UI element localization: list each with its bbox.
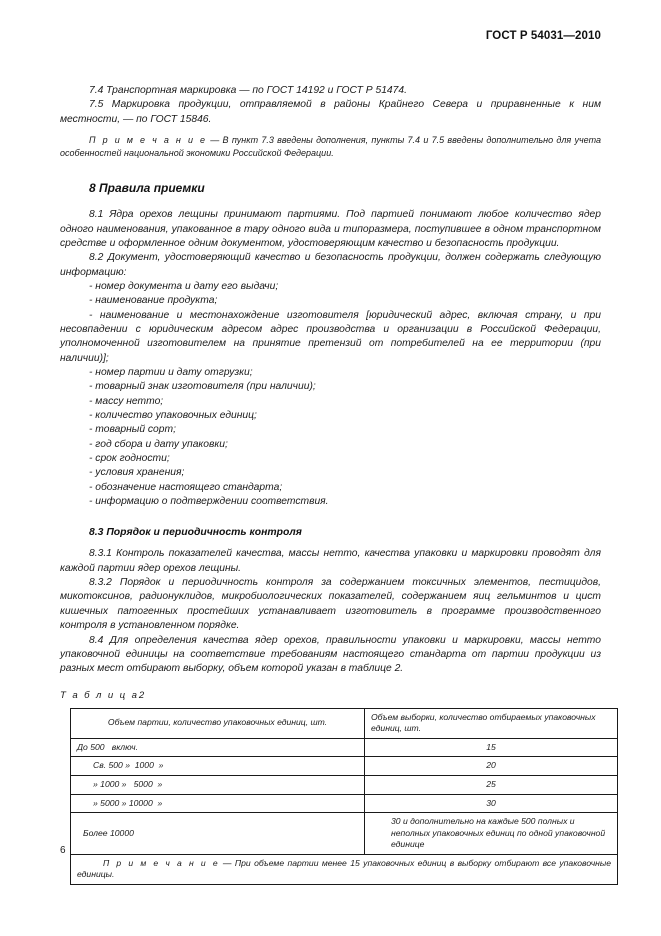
document-requirements-list [60,280,601,510]
table-cell-volume: 30 [365,794,618,813]
spacer [60,540,601,547]
spacer [60,127,601,134]
list-item: - срок годности; [89,453,170,465]
list-item: - количество упаковочных единиц; [89,410,257,422]
list-item: - обозначение настоящего стандарта; [89,481,283,493]
table-footnote-label: П р и м е ч а н и е [103,857,220,868]
list-item: - условия хранения; [89,467,185,479]
table-cell-range: До 500 включ. [71,738,365,757]
note-text: — В пункт 7.3 введены дополнения, пункты 7.4 и 7.5 введены дополнительно для учета особенностей национальной экономики Российской Федерации. [60,135,601,158]
spacer [60,509,601,526]
page-running-header: ГОСТ Р 54031—2010 [485,30,601,42]
paragraph-8-3-2: 8.3.2 Порядок и периодичность контроля за содержанием токсичных элементов, пестицидов, микотоксинов, радионуклидов, микробиологических показателей, содержанием яиц гельминтов и цист кишечных патогенных простейших устанавливает изготовитель в программе производственного контроля в установленном порядке. [60,577,601,632]
paragraph-7-4: 7.4 Транспортная маркировка — по ГОСТ 14192 и ГОСТ Р 51474. [89,85,407,96]
list-item: - наименование продукта; [89,295,218,307]
spacer [60,677,601,689]
table-cell-volume: 15 [365,738,618,757]
paragraph-8-1: 8.1 Ядра орехов лещины принимают партиями. Под партией понимают любое количество ядер одного наименования, упакованное в тару одного вида и типоразмера, поступившее в одном транспортном средстве и оформленное одним документом, удостоверяющим качество и безопасность продукции. [60,209,601,249]
table-row [71,813,618,855]
table-footnote-text: — При объеме партии менее 15 упаковочных единиц в выборку отбирают все упаковочные единицы. [77,857,611,880]
list-item: - товарный сорт; [89,424,176,436]
list-item: - год сбора и дату упаковки; [89,438,228,450]
paragraph-8-4: 8.4 Для определения качества ядер орехов, правильности упаковки и маркировки, массы нетто упаковочной единицы на соответствие требованиям настоящего стандарта от партии продукции из разных мест отбирают выборку, объем которой указан в таблице 2. [60,634,601,675]
table-row [71,757,618,776]
section-heading-8-3: 8.3 Порядок и периодичность контроля [89,527,302,539]
spacer [60,159,601,181]
table-caption-label: Т а б л и ц а [60,689,139,701]
list-item: - номер партии и дату отгрузки; [89,367,253,378]
table-cell-range: Св. 500 » 1000 » [71,757,365,776]
table-cell-range: » 5000 » 10000 » [71,794,365,813]
table-cell-volume: 20 [365,757,618,776]
table-cell-volume: 25 [365,775,618,794]
paragraph-8-2: 8.2 Документ, удостоверяющий качество и безопасность продукции, должен содержать следующую информацию: [60,252,601,278]
table-footnote-row [71,854,618,884]
page-number: 6 [60,845,66,856]
list-item: - массу нетто; [89,395,164,407]
table-row [71,794,618,813]
table-header-sample-volume: Объем выборки, количество отбираемых упаковочных единиц, шт. [365,708,618,738]
paragraph-7-5: 7.5 Маркировка продукции, отправляемой в районы Крайнего Севера и приравненные к ним местности, — по ГОСТ 15846. [60,99,601,125]
table-cell-volume: 30 и дополнительно на каждые 500 полных и неполных упаковочных единиц по одной упаковочной единице [365,813,618,855]
section-heading-8: 8 Правила приемки [89,181,205,196]
list-item: - товарный знак изготовителя (при наличии); [89,381,316,393]
sampling-volume-table [70,708,618,886]
paragraph-8-3-1: 8.3.1 Контроль показателей качества, массы нетто, качества упаковки и маркировки проводят для каждой партии ядер орехов лещины. [60,548,601,574]
table-header-row [71,708,618,738]
table-caption [60,689,601,702]
table-footnote [71,854,618,884]
spacer [60,196,601,208]
table-caption-number: 2 [138,689,145,701]
note-label: П р и м е ч а н и е [89,135,207,146]
note-after-7-5 [60,134,601,159]
table-row [71,738,618,757]
table-cell-range: Более 10000 [71,813,365,855]
list-item: - наименование и местонахождение изготовителя [юридический адрес, включая страну, и при несовпадении с юридическим адресом адрес производства и организации в Российской Федерации, уполномоченной изготовителем на принятие претензий от потребителей на ее территории (при наличии)]; [60,309,601,364]
table-cell-range: » 1000 » 5000 » [71,775,365,794]
table-row [71,775,618,794]
document-body [60,84,611,885]
list-item: - информацию о подтверждении соответствия. [89,496,329,508]
table-header-lot-volume: Объем партии, количество упаковочных единиц, шт. [71,708,365,738]
list-item: - номер документа и дату его выдачи; [89,280,279,292]
